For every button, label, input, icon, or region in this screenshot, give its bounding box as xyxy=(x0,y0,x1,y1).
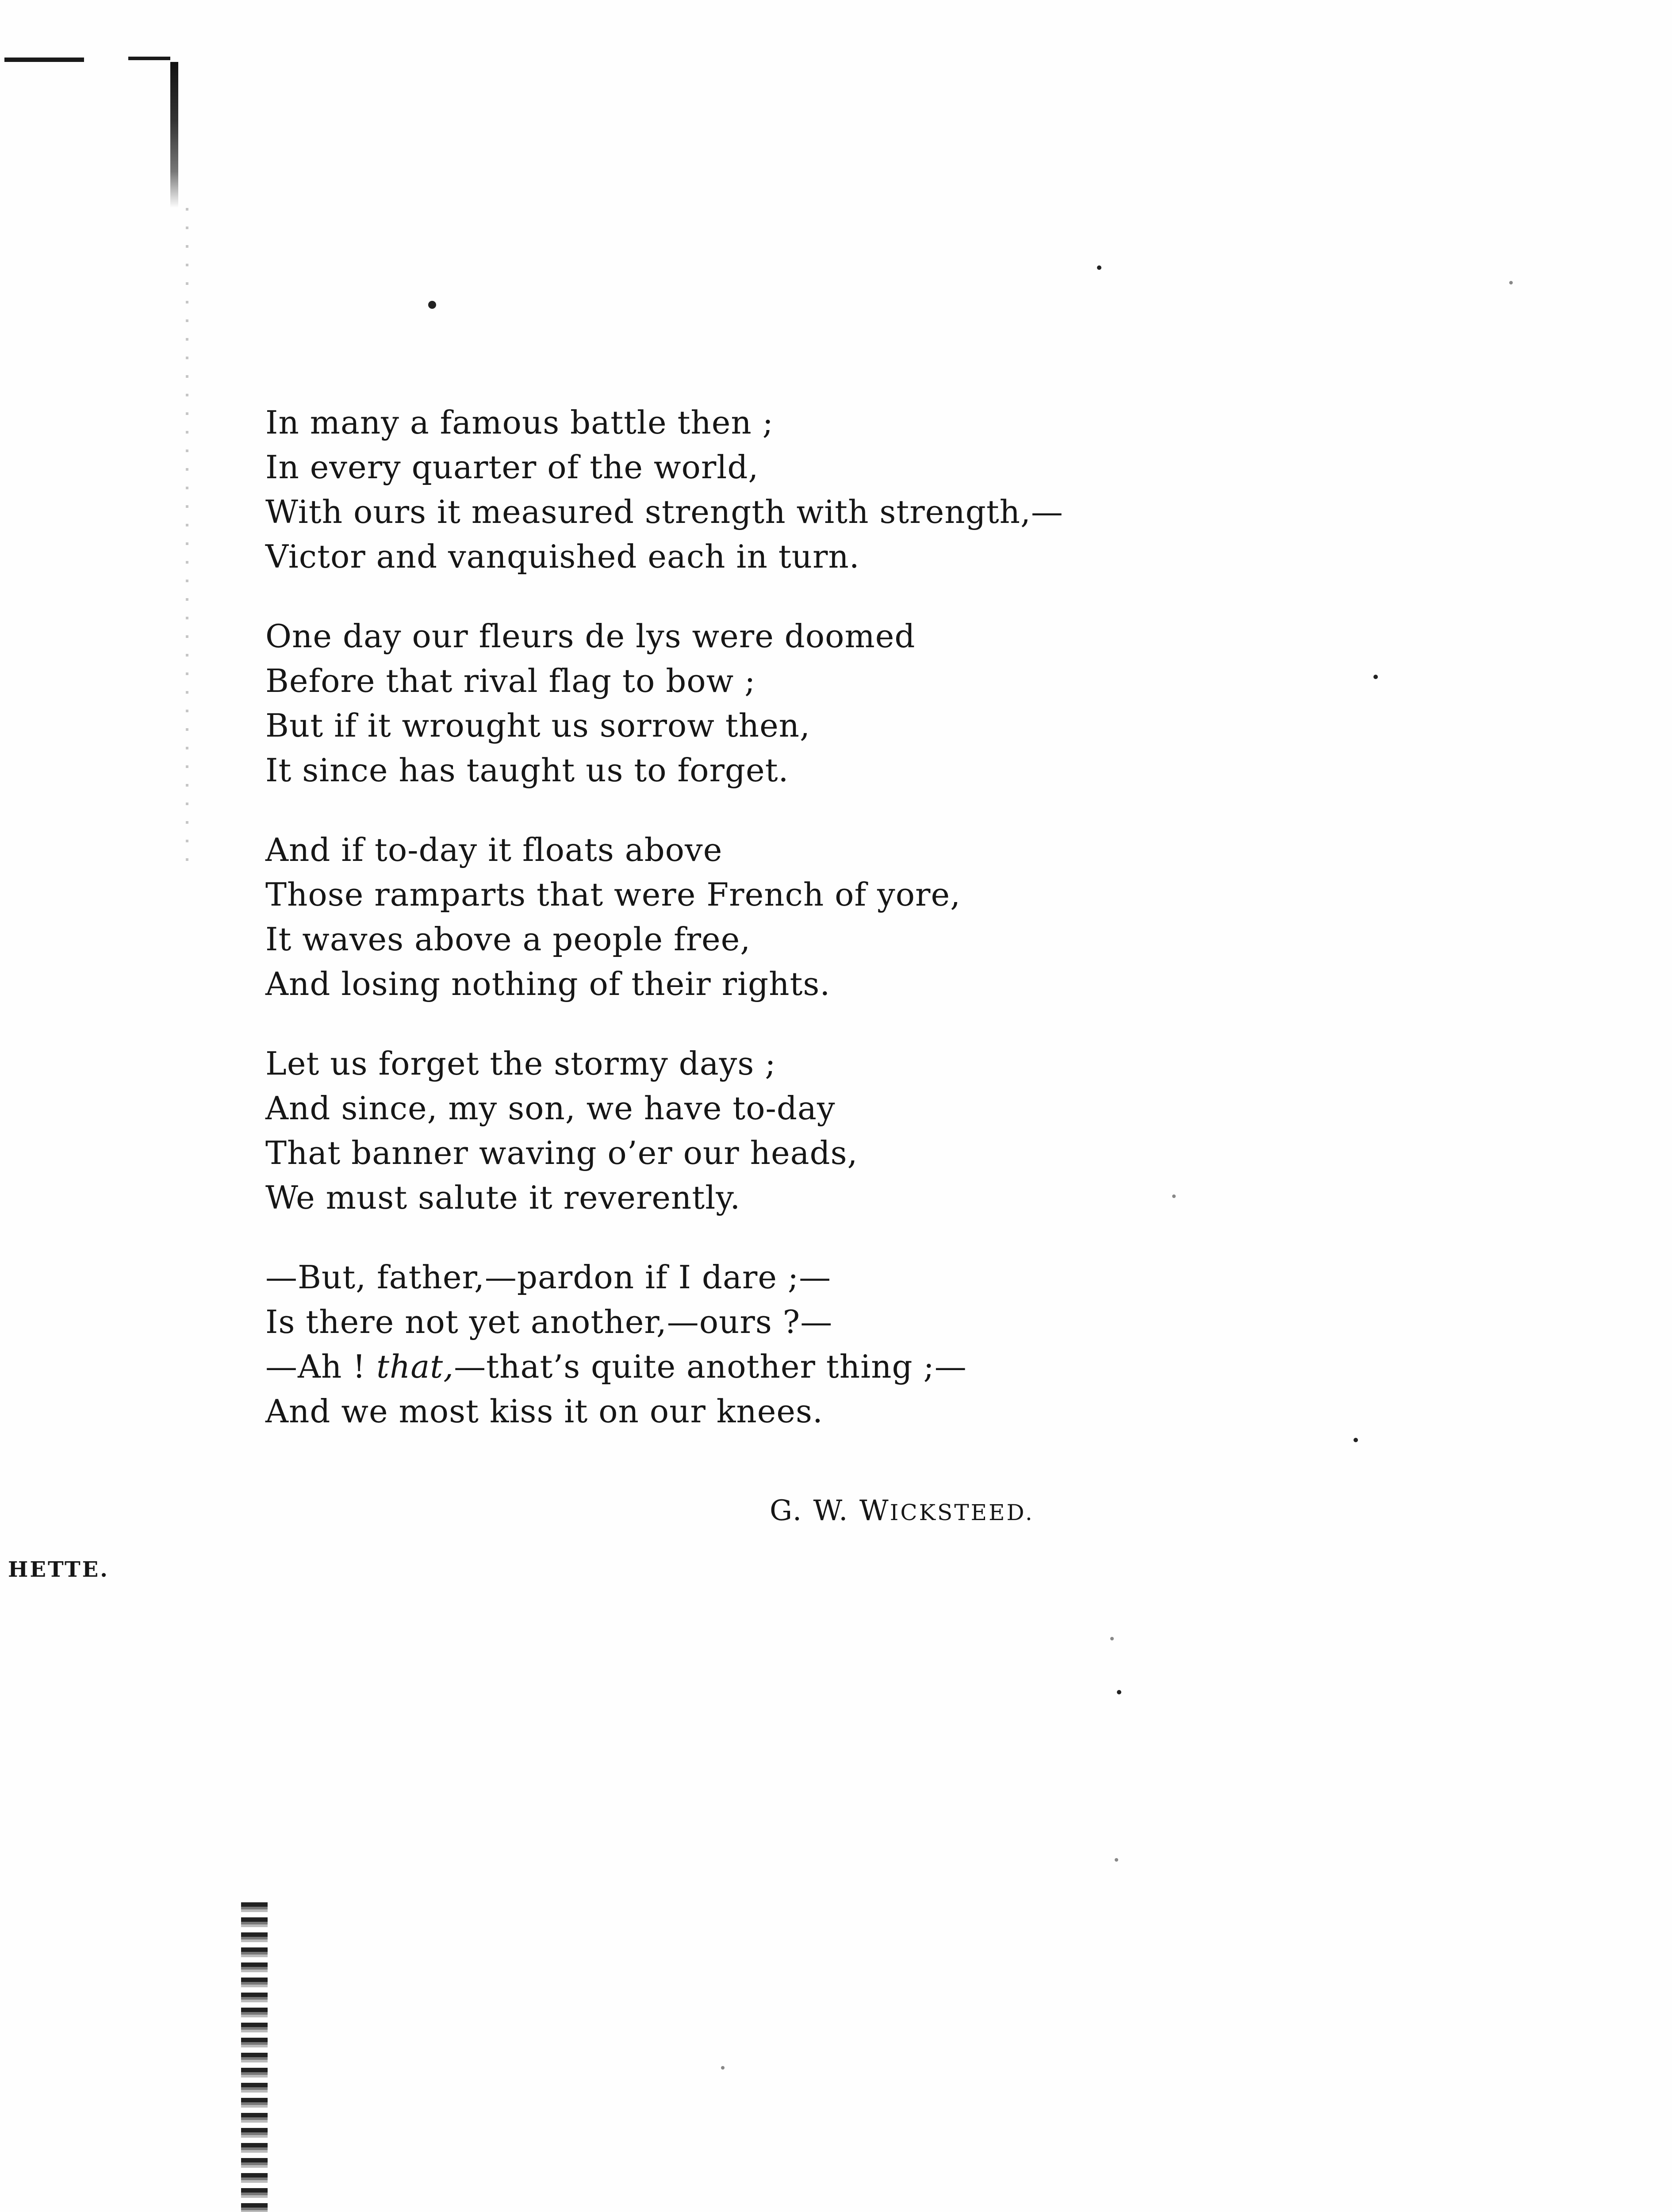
signature-initials: G. W. W xyxy=(770,1494,890,1527)
poem-line: One day our fleurs de lys were doomed xyxy=(265,618,916,655)
poem-line: It waves above a people free, xyxy=(265,921,751,958)
signature-smallcaps: ICKSTEED. xyxy=(890,1500,1034,1525)
poem-line: With ours it measured strength with strength,— xyxy=(265,493,1063,530)
poem-line: Before that rival flag to bow ; xyxy=(265,662,756,699)
author-signature xyxy=(770,1491,1034,1532)
poem-line: And if to-day it floats above xyxy=(265,831,723,868)
line-part: —that’s quite another thing ;— xyxy=(454,1348,967,1385)
binding-shadow-bottom xyxy=(241,1902,268,2212)
stanza-2 xyxy=(265,614,1194,793)
stanza-4 xyxy=(265,1041,1194,1220)
ink-speck xyxy=(1097,265,1101,270)
poem-line-italic xyxy=(265,1344,1194,1389)
poem-line: And since, my son, we have to-day xyxy=(265,1090,836,1127)
poem-line: Let us forget the stormy days ; xyxy=(265,1045,776,1082)
poem-line: And we most kiss it on our knees. xyxy=(265,1393,823,1430)
poem-line: Is there not yet another,—ours ?— xyxy=(265,1303,833,1340)
ink-speck xyxy=(428,301,436,309)
ink-speck xyxy=(1115,1858,1118,1862)
ink-speck xyxy=(1373,675,1378,679)
poem-line: We must salute it reverently. xyxy=(265,1179,741,1216)
stanza-3 xyxy=(265,828,1194,1006)
poem-line: In every quarter of the world, xyxy=(265,449,759,486)
ink-speck xyxy=(1509,281,1513,284)
stanza-5 xyxy=(265,1255,1194,1434)
ink-speck xyxy=(721,2066,725,2070)
poem-line: But if it wrought us sorrow then, xyxy=(265,707,810,744)
ink-speck xyxy=(1354,1438,1358,1442)
poem-line: In many a famous battle then ; xyxy=(265,404,774,441)
ink-speck xyxy=(1117,1690,1121,1694)
italic-word: that, xyxy=(376,1348,454,1385)
ink-speck xyxy=(1110,1637,1114,1640)
binding-shadow-top xyxy=(170,62,178,208)
scan-rule-mark-2 xyxy=(128,57,170,60)
binding-dots xyxy=(186,208,188,872)
poem-line: It since has taught us to forget. xyxy=(265,752,789,789)
scan-rule-mark xyxy=(4,58,84,62)
poem-line: —But, father,—pardon if I dare ;— xyxy=(265,1259,832,1296)
poem-line: Victor and vanquished each in turn. xyxy=(265,538,860,575)
poem-body xyxy=(265,400,1194,1469)
poem-line: And losing nothing of their rights. xyxy=(265,965,831,1002)
poem-line: That banner waving o’er our heads, xyxy=(265,1134,858,1171)
poem-line: Those ramparts that were French of yore, xyxy=(265,876,961,913)
line-part: —Ah ! xyxy=(265,1348,377,1385)
adjacent-page-fragment: HETTE. xyxy=(8,1557,109,1582)
stanza-1 xyxy=(265,400,1194,579)
